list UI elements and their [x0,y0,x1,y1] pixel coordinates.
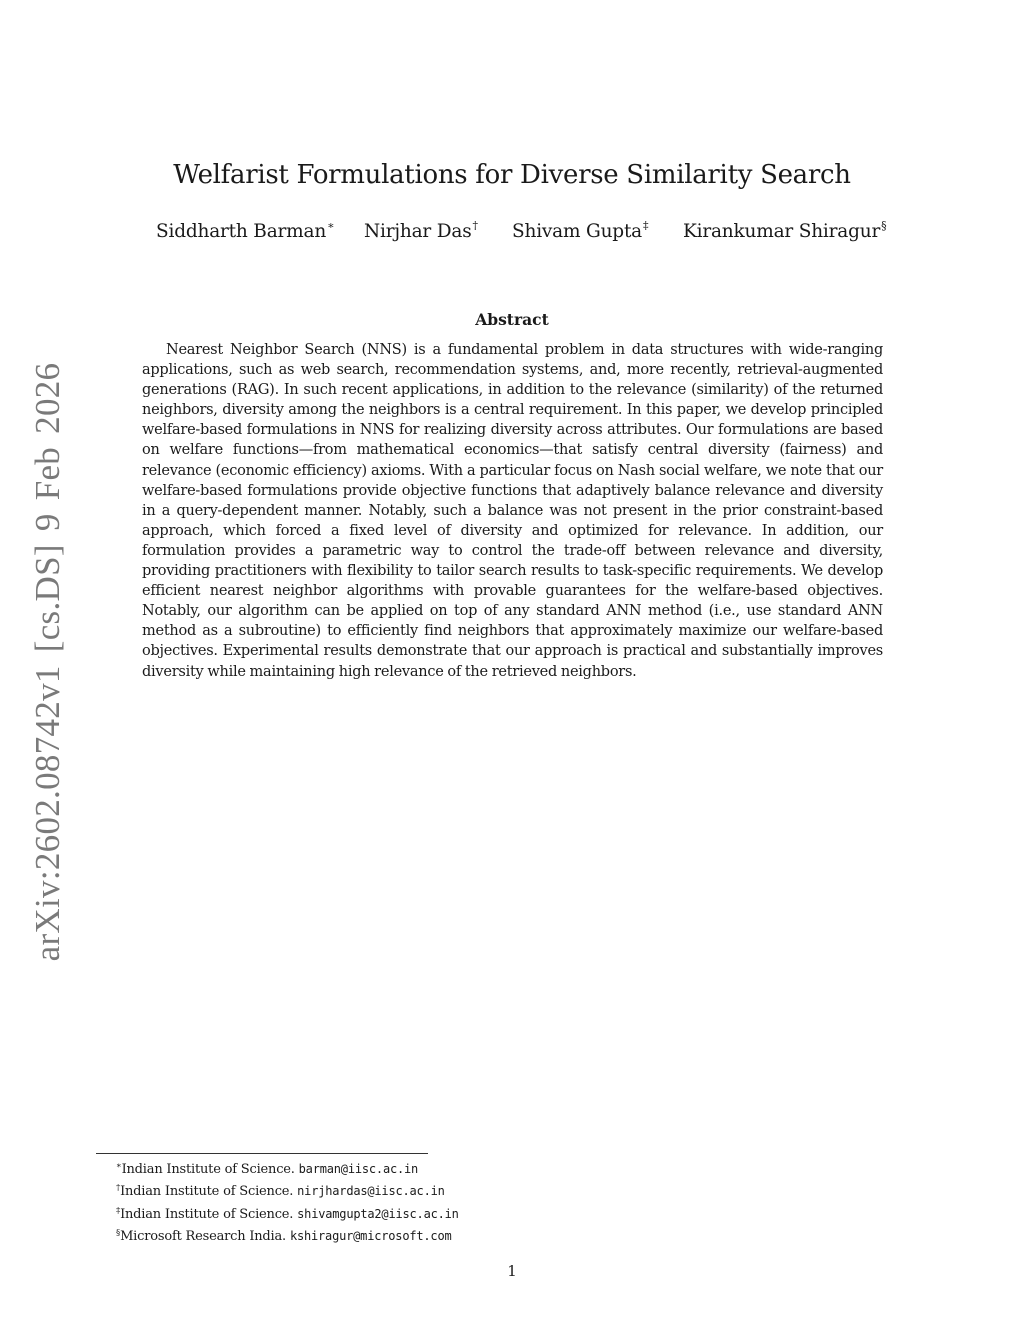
author-footnote-mark: ‡ [643,219,649,232]
author [364,219,478,242]
author [512,219,648,242]
footnote [116,1224,459,1246]
author-footnote-mark: ∗ [327,219,335,232]
footnote-email: barman@iisc.ac.in [298,1162,419,1176]
author-list [0,219,1024,249]
footnote-affiliation: Indian Institute of Science. [120,1206,294,1222]
footnote-affiliation: Microsoft Research India. [120,1229,286,1245]
footnotes [116,1157,459,1247]
footnote-email: shivamgupta2@iisc.ac.in [297,1206,459,1221]
footnote-mark: ‡ [116,1205,121,1216]
author-name: Kirankumar Shiragur [683,221,881,242]
author-name: Nirjhar Das [364,221,472,242]
footnote-email: kshiragur@microsoft.com [289,1229,452,1244]
author [156,219,334,242]
footnote [116,1179,459,1201]
author-footnote-mark: † [472,219,478,232]
footnote [116,1202,459,1224]
footnote-divider [96,1153,428,1154]
footnote-affiliation: Indian Institute of Science. [120,1184,294,1200]
author [683,219,886,242]
author-footnote-mark: § [881,219,887,232]
footnote [116,1157,459,1179]
abstract-body: Nearest Neighbor Search (NNS) is a fundamental problem in data structures with wide-ranging applications, such as web search, recommendation systems, and, more recently, retrieval-augmented generations (RAG). In such recent applications, in addition to the relevance (similarity) of the returned neighbors, diversity among the neighbors is a central requirement. In this paper, we develop principled welfare-based formulations in NNS for realizing diversity across attributes. Our formulations are based on welfare functions—from mathematical economics—that satisfy central diversity (fairness) and relevance (economic efficiency) axioms. With a particular focus on Nash social welfare, we note that our welfare-based formulations provide objective functions that adaptively balance relevance and diversity in a query-dependent manner. Notably, such a balance was not present in the prior constraint-based approach, which forced a fixed level of diversity and optimized for relevance. In addition, our formulation provides a parametric way to control the trade-off between relevance and diversity, providing practitioners with flexibility to tailor search results to task-specific requirements. We develop efficient nearest neighbor algorithms with provable guarantees for the welfare-based objectives. Notably, our algorithm can be applied on top of any standard ANN method (i.e., use standard ANN method as a subroutine) to efficiently find neighbors that approximately maximize our welfare-based objectives. Experimental results demonstrate that our approach is practical and substantially improves diversity while maintaining high relevance of the retrieved neighbors. [142,342,883,680]
footnote-mark: † [116,1183,121,1194]
footnote-email: nirjhardas@iisc.ac.in [297,1184,445,1199]
paper-title: Welfarist Formulations for Diverse Similarity Search [173,160,851,190]
arxiv-stamp: arXiv:2602.08742v1 [cs.DS] 9 Feb 2026 [28,362,67,962]
footnote-mark: § [116,1228,121,1239]
abstract-heading: Abstract [475,310,549,329]
page-number: 1 [507,1262,517,1280]
footnote-affiliation: Indian Institute of Science. [121,1162,295,1177]
author-name: Siddharth Barman [156,221,327,242]
author-name: Shivam Gupta [512,221,643,242]
footnote-mark: ∗ [116,1161,122,1171]
